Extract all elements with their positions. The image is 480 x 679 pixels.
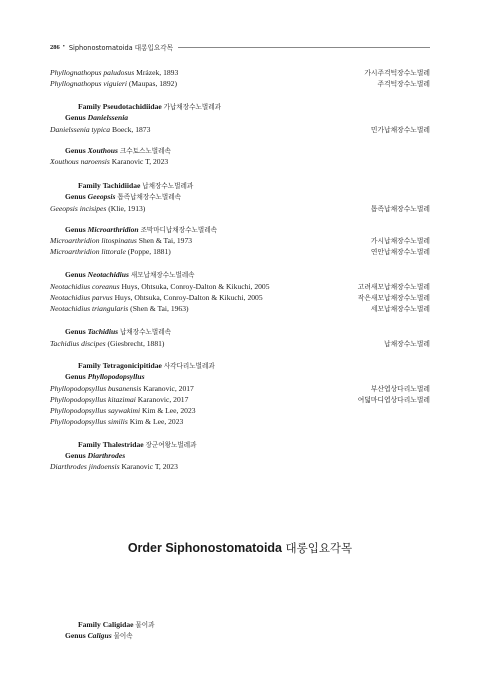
genus-heading: Genus Tachidius 납채장수노벌레속 — [65, 327, 171, 336]
family-korean: 물이과 — [135, 621, 155, 629]
species-name: Phyllopodopsyllus similis — [50, 417, 128, 426]
species-author: (Giesbrecht, 1881) — [107, 339, 165, 348]
species-author: Karanovic, 2017 — [137, 395, 189, 404]
genus-heading: Genus Diarthrodes — [65, 451, 126, 460]
species-name: Neotachidius triangularis — [50, 304, 129, 313]
genus-heading: Genus Danielssenia — [65, 113, 129, 122]
species-author: Boeck, 1873 — [112, 125, 151, 134]
species-author: Kim & Lee, 2023 — [141, 406, 196, 415]
genus-heading: Genus Xouthous 크수토스노벌레속 — [65, 146, 171, 155]
family-name: Tetragonicipitidae — [102, 361, 162, 370]
species-korean: 고려새모납채장수노벌레 — [357, 283, 430, 291]
species-name: Geeopsis incisipes — [50, 204, 107, 213]
genus-korean: 물이속 — [113, 632, 133, 640]
species-row — [50, 417, 183, 427]
species-name: Phyllognathopus paludosus — [50, 68, 135, 77]
genus-name: Tachidius — [87, 327, 119, 336]
header-rule — [178, 47, 430, 48]
species-author: Karanovic, 2017 — [143, 384, 194, 393]
species-row — [50, 339, 164, 349]
species-author: Huys, Ohtsuka, Conroy-Dalton & Kikuchi, 2005 — [121, 282, 270, 291]
family-korean: 장군여왕노벌레과 — [145, 441, 197, 449]
genus-name: Geeopsis — [87, 192, 116, 201]
species-name: Phyllopodopsyllus saywakimi — [50, 406, 141, 415]
species-name: Tachidius discipes — [50, 339, 106, 348]
species-row — [50, 384, 194, 394]
species-korean: 가시납채장수노벌레 — [370, 237, 430, 245]
species-row — [50, 68, 178, 78]
page-number: 286 — [50, 43, 60, 51]
species-korean: 부산엽상다리노벌레 — [370, 385, 430, 393]
genus-name: Phyllopodopsyllus — [87, 372, 145, 381]
running-header — [50, 40, 430, 54]
species-author: (Shen & Tai, 1963) — [130, 304, 189, 313]
species-author: (Maupas, 1892) — [128, 79, 177, 88]
order-korean: 대롱입요각목 — [285, 541, 353, 555]
genus-heading: Genus Neotachidius 새모납채장수노벌레속 — [65, 270, 195, 279]
family-korean: 가납채장수노벌레과 — [163, 103, 221, 111]
header-title: Siphonostomatoida 대롱입요각목 — [68, 44, 173, 52]
species-row — [50, 293, 263, 303]
genus-heading: Genus Phyllopodopsyllus — [65, 372, 145, 381]
species-author: Kim & Lee, 2023 — [129, 417, 184, 426]
species-name: Microarthridion littorale — [50, 247, 126, 256]
genus-name: Danielssenia — [87, 113, 129, 122]
order-latin: Order Siphonostomatoida — [127, 541, 283, 555]
species-name: Danielssenia typica — [50, 125, 111, 134]
species-name: Phyllognathopus viguieri — [50, 79, 127, 88]
species-row — [50, 204, 145, 214]
species-name: Neotachidius parvus — [50, 293, 113, 302]
family-heading: Family Tachidiidae 납채장수노벌레과 — [78, 181, 194, 190]
family-name: Caligidae — [102, 620, 134, 629]
species-name: Neotachidius coreanus — [50, 282, 120, 291]
species-name: Phyllopodopsyllus kitazimai — [50, 395, 136, 404]
species-korean: 납채장수노벌레 — [384, 340, 430, 348]
species-row — [50, 79, 177, 89]
family-heading: Family Pseudotachidiidae 가납채장수노벌레과 — [78, 102, 221, 111]
family-name: Pseudotachidiidae — [102, 102, 162, 111]
genus-heading: Genus Geeopsis 톱족납채장수노벌레속 — [65, 192, 182, 201]
family-heading: Family Tetragonicipitidae 사각다리노벌레과 — [78, 361, 215, 370]
genus-korean: 새모납채장수노벌레속 — [130, 271, 195, 279]
species-korean: 민가납채장수노벌레 — [370, 126, 430, 134]
genus-korean: 크수토스노벌레속 — [119, 147, 171, 155]
genus-name: Diarthrodes — [87, 451, 126, 460]
species-row — [50, 125, 150, 135]
species-author: Karanovic T, 2023 — [111, 157, 169, 166]
species-korean: 세모납채장수노벌레 — [370, 305, 430, 313]
species-row — [50, 247, 171, 257]
genus-korean: 톱족납채장수노벌레속 — [117, 193, 182, 201]
species-name: Diarthrodes jindoensis — [50, 462, 120, 471]
species-author: (Klie, 1913) — [108, 204, 146, 213]
species-author: (Poppe, 1881) — [127, 247, 171, 256]
species-korean: 작은새모납채장수노벌레 — [357, 294, 430, 302]
family-heading: Family Caligidae 물이과 — [78, 620, 155, 629]
species-korean: 톱족납채장수노벌레 — [370, 205, 430, 213]
species-author: Karanovic T, 2023 — [121, 462, 178, 471]
species-row — [50, 236, 192, 246]
species-row — [50, 304, 189, 314]
species-name: Microarthridion litospinatus — [50, 236, 137, 245]
genus-name: Xouthous — [87, 146, 118, 155]
genus-heading: Genus Microarthridion 조막마디납채장수노벌레속 — [65, 225, 217, 234]
species-korean: 가시주걱턱장수노벌레 — [364, 69, 430, 77]
species-row — [50, 406, 196, 416]
species-name: Xouthous naroensis — [50, 157, 110, 166]
genus-name: Microarthridion — [87, 225, 139, 234]
order-heading — [0, 540, 480, 556]
genus-korean: 조막마디납채장수노벌레속 — [140, 226, 217, 234]
genus-korean: 납채장수노벌레속 — [120, 328, 171, 336]
species-korean: 연안납채장수노벌레 — [370, 248, 430, 256]
family-heading: Family Thalestridae 장군여왕노벌레과 — [78, 440, 197, 449]
species-row — [50, 462, 178, 472]
species-name: Phyllopodopsyllus busanensis — [50, 384, 142, 393]
species-row — [50, 395, 188, 405]
species-korean: 주걱턱장수노벌레 — [377, 80, 430, 88]
family-korean: 납채장수노벌레과 — [142, 182, 194, 190]
species-korean: 여덟마디엽상다리노벌레 — [357, 396, 430, 404]
genus-heading: Genus Caligus 물이속 — [65, 631, 133, 640]
species-author: Mrázek, 1893 — [136, 68, 179, 77]
genus-name: Caligus — [87, 631, 112, 640]
family-korean: 사각다리노벌레과 — [163, 362, 215, 370]
species-row — [50, 282, 270, 292]
species-author: Shen & Tai, 1973 — [138, 236, 193, 245]
species-author: Huys, Ohtsuka, Conroy-Dalton & Kikuchi, 2005 — [114, 293, 263, 302]
genus-name: Neotachidius — [87, 270, 129, 279]
species-row — [50, 157, 168, 167]
family-name: Thalestridae — [102, 440, 144, 449]
header-bullet: • — [62, 44, 65, 50]
family-name: Tachidiidae — [102, 181, 141, 190]
